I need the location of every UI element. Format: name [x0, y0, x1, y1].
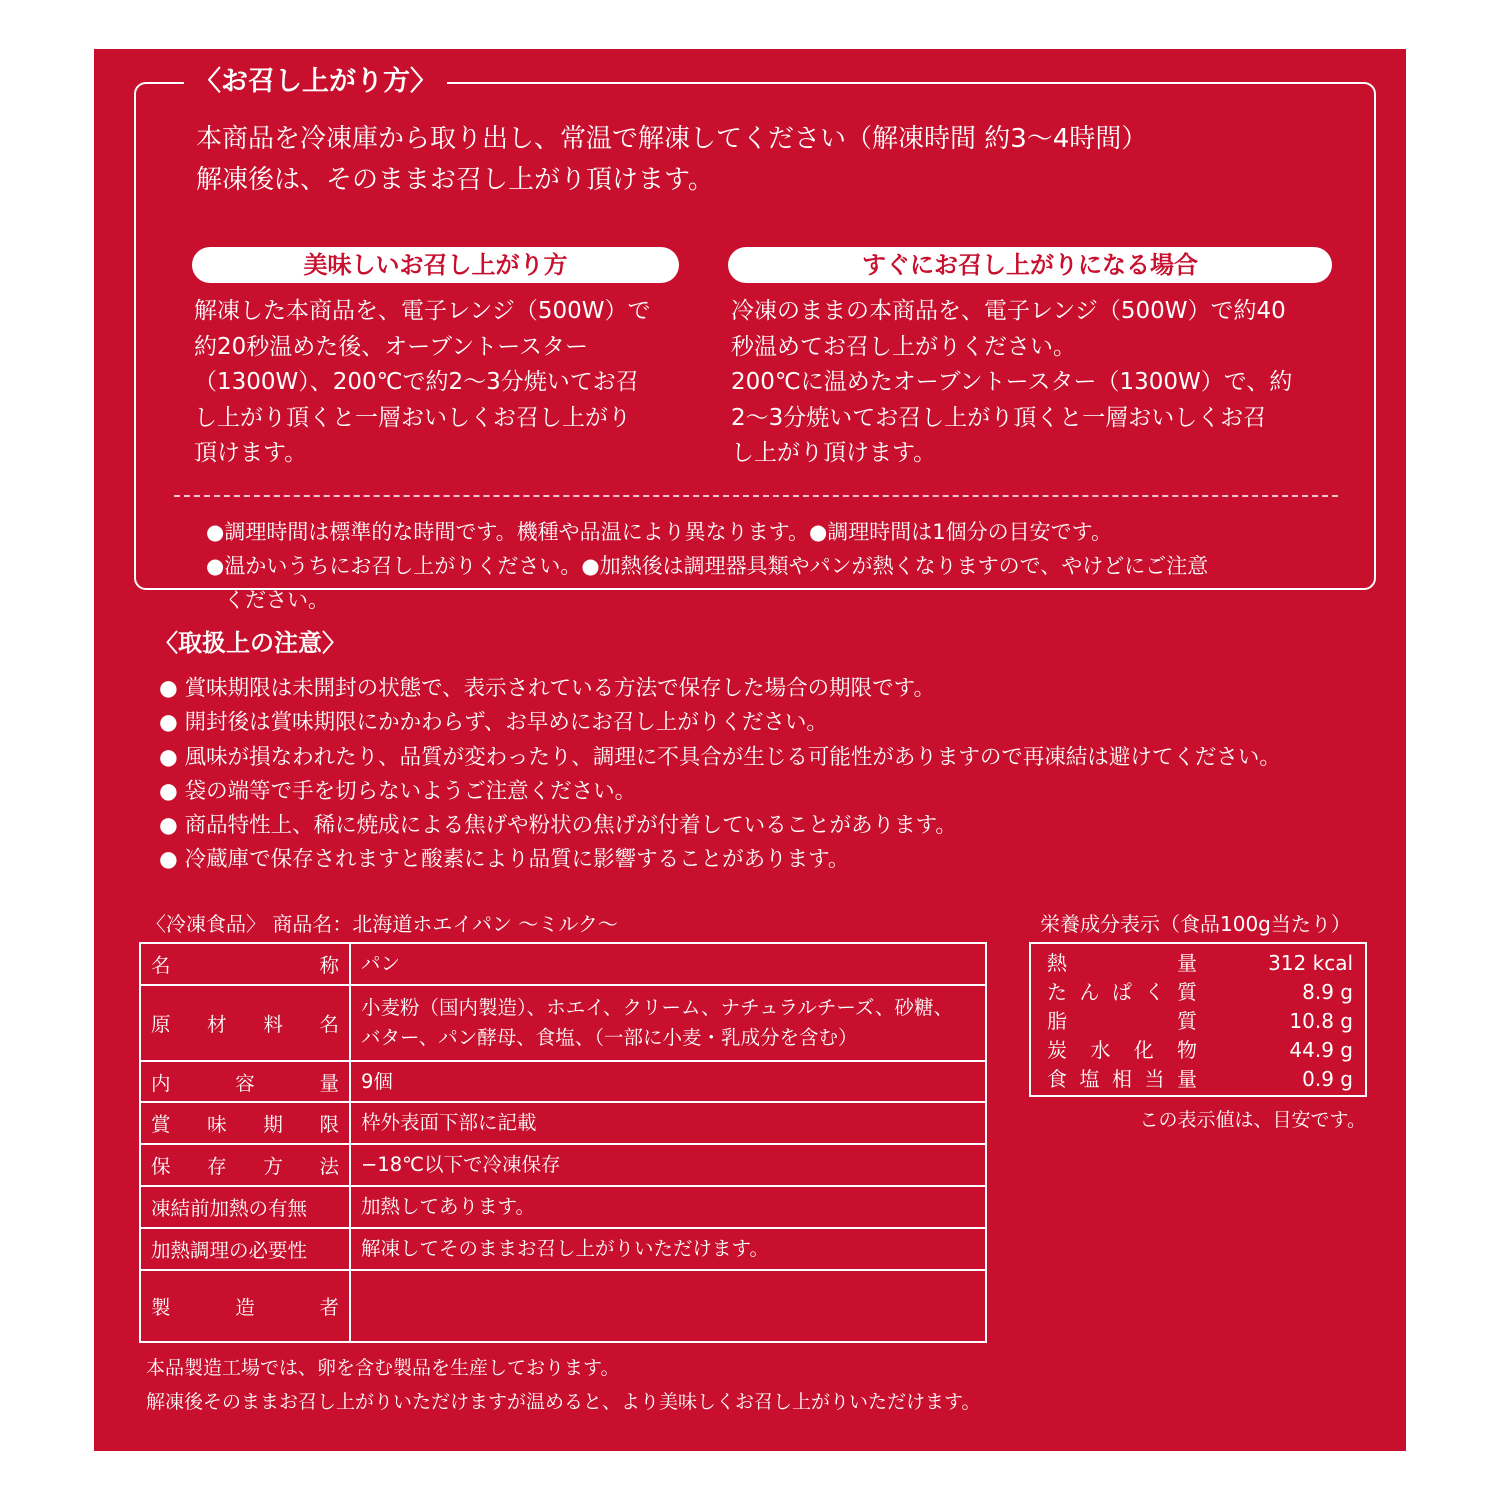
handling-item: ● 冷蔵庫で保存されますと酸素により品質に影響することがあります。 [159, 847, 850, 873]
cooking-notes [206, 515, 1208, 617]
label-value: −18℃以下で冷凍保存 [350, 1144, 986, 1186]
label-key: 加熱調理の必要性 [140, 1228, 350, 1270]
tasty-method-heading: 美味しいお召し上がり方 [192, 247, 679, 283]
nutrition-value: 44.9 g [1289, 1038, 1353, 1062]
quick-method-text [731, 294, 1341, 472]
tasty-line: （1300W）、200℃で約2～3分焼いてお召 [194, 369, 639, 395]
cooking-note: ●調理時間は標準的な時間です。機種や品温により異なります。●調理時間は1個分の目安です。 [206, 520, 1112, 544]
table-row [140, 943, 986, 985]
table-row [140, 1228, 986, 1270]
cooking-note: ください。 [224, 588, 329, 612]
preparation-box [134, 66, 1376, 612]
table-row [140, 1186, 986, 1228]
label-key: 名称 [140, 943, 350, 985]
nutrition-row [1047, 1065, 1353, 1094]
label-key: 内容量 [140, 1061, 350, 1102]
nutrition-key: 脂質 [1047, 1009, 1197, 1033]
ingredients-line: 小麦粉（国内製造）、ホエイ、クリーム、ナチュラルチーズ、砂糖、 [361, 996, 954, 1019]
handling-title: 〈取扱上の注意〉 [154, 629, 346, 657]
nutrition-key: 熱量 [1047, 951, 1197, 975]
intro-line: 本商品を冷凍庫から取り出し、常温で解凍してください（解凍時間 約3～4時間） [196, 124, 1148, 154]
tasty-line: 頂けます。 [194, 440, 308, 466]
tasty-method-text [194, 294, 684, 472]
handling-list [159, 672, 1281, 878]
label-value: 解凍してそのままお召し上がりいただけます。 [350, 1228, 986, 1270]
quick-line: 秒温めてお召し上がりください。 [731, 333, 1076, 360]
nutrition-value: 0.9 g [1302, 1067, 1353, 1091]
cooking-note: ●温かいうちにお召し上がりください。●加熱後は調理器具類やパンが熱くなりますので、やけどにご注意 [206, 554, 1209, 578]
quick-method-heading: すぐにお召し上がりになる場合 [728, 247, 1332, 283]
nutrition-value: 10.8 g [1289, 1009, 1353, 1033]
preparation-title: 〈お召し上がり方〉 [184, 62, 447, 102]
label-key: 保存方法 [140, 1144, 350, 1186]
nutrition-row [1047, 949, 1353, 978]
tasty-line: 約20秒温めた後、オーブントースター [194, 333, 589, 360]
label-key: 賞味期限 [140, 1102, 350, 1144]
preparation-intro [196, 119, 1356, 201]
handling-item: ● 開封後は賞味期限にかかわらず、お早めにお召し上がりください。 [159, 710, 828, 736]
footer-notes [146, 1351, 980, 1419]
label-key: 凍結前加熱の有無 [140, 1186, 350, 1228]
tasty-line: し上がり頂くと一層おいしくお召し上がり [194, 404, 631, 431]
nutrition-key: 食塩相当量 [1047, 1067, 1197, 1091]
nutrition-value: 312 kcal [1268, 951, 1353, 975]
handling-item: ● 商品特性上、稀に焼成による焦げや粉状の焦げが付着していることがあります。 [159, 813, 957, 839]
label-value: 9個 [350, 1061, 986, 1102]
nutrition-row [1047, 1007, 1353, 1036]
footer-line: 解凍後そのままお召し上がりいただけますが温めると、より美味しくお召し上がりいただけます。 [146, 1391, 981, 1413]
table-row [140, 1144, 986, 1186]
product-info-panel [94, 49, 1406, 1451]
ingredients-line: バター、パン酵母、食塩、（一部に小麦・乳成分を含む） [361, 1026, 858, 1049]
product-label-table [139, 942, 987, 1343]
label-value [350, 985, 986, 1061]
dashed-divider [174, 495, 1338, 497]
label-value: 枠外表面下部に記載 [350, 1102, 986, 1144]
handling-item: ● 風味が損なわれたり、品質が変わったり、調理に不具合が生じる可能性がありますので再凍結は避けてください。 [159, 744, 1281, 770]
label-value [350, 1270, 986, 1342]
label-value: パン [350, 943, 986, 985]
quick-line: 200℃に温めたオーブントースター（1300W）で、約 [731, 369, 1293, 395]
label-value: 加熱してあります。 [350, 1186, 986, 1228]
table-row [140, 1270, 986, 1342]
nutrition-key: たんぱく質 [1047, 980, 1197, 1004]
label-key: 原材料名 [140, 985, 350, 1061]
table-row [140, 1061, 986, 1102]
nutrition-row [1047, 1036, 1353, 1065]
table-row [140, 1102, 986, 1144]
quick-line: 2～3分焼いてお召し上がり頂くと一層おいしくお召 [731, 404, 1267, 431]
footer-line: 本品製造工場では、卵を含む製品を生産しております。 [146, 1357, 620, 1379]
handling-item: ● 袋の端等で手を切らないようご注意ください。 [159, 778, 637, 804]
table-row [140, 985, 986, 1061]
nutrition-key: 炭水化物 [1047, 1038, 1197, 1062]
label-key: 製造者 [140, 1270, 350, 1342]
nutrition-row [1047, 978, 1353, 1007]
tasty-line: 解凍した本商品を、電子レンジ（500W）で [194, 298, 651, 324]
handling-item: ● 賞味期限は未開封の状態で、表示されている方法で保存した場合の期限です。 [159, 676, 935, 701]
intro-line: 解凍後は、そのままお召し上がり頂けます。 [196, 165, 714, 195]
quick-line: し上がり頂けます。 [731, 440, 937, 466]
nutrition-heading: 栄養成分表示（食品100g当たり） [1040, 912, 1351, 936]
label-heading: 〈冷凍食品〉 商品名：北海道ホエイパン 〜ミルク〜 [146, 912, 618, 936]
nutrition-table [1029, 942, 1367, 1097]
nutrition-value: 8.9 g [1302, 980, 1353, 1004]
quick-line: 冷凍のままの本商品を、電子レンジ（500W）で約40 [731, 298, 1286, 324]
nutrition-note: この表示値は、目安です。 [1139, 1109, 1366, 1131]
